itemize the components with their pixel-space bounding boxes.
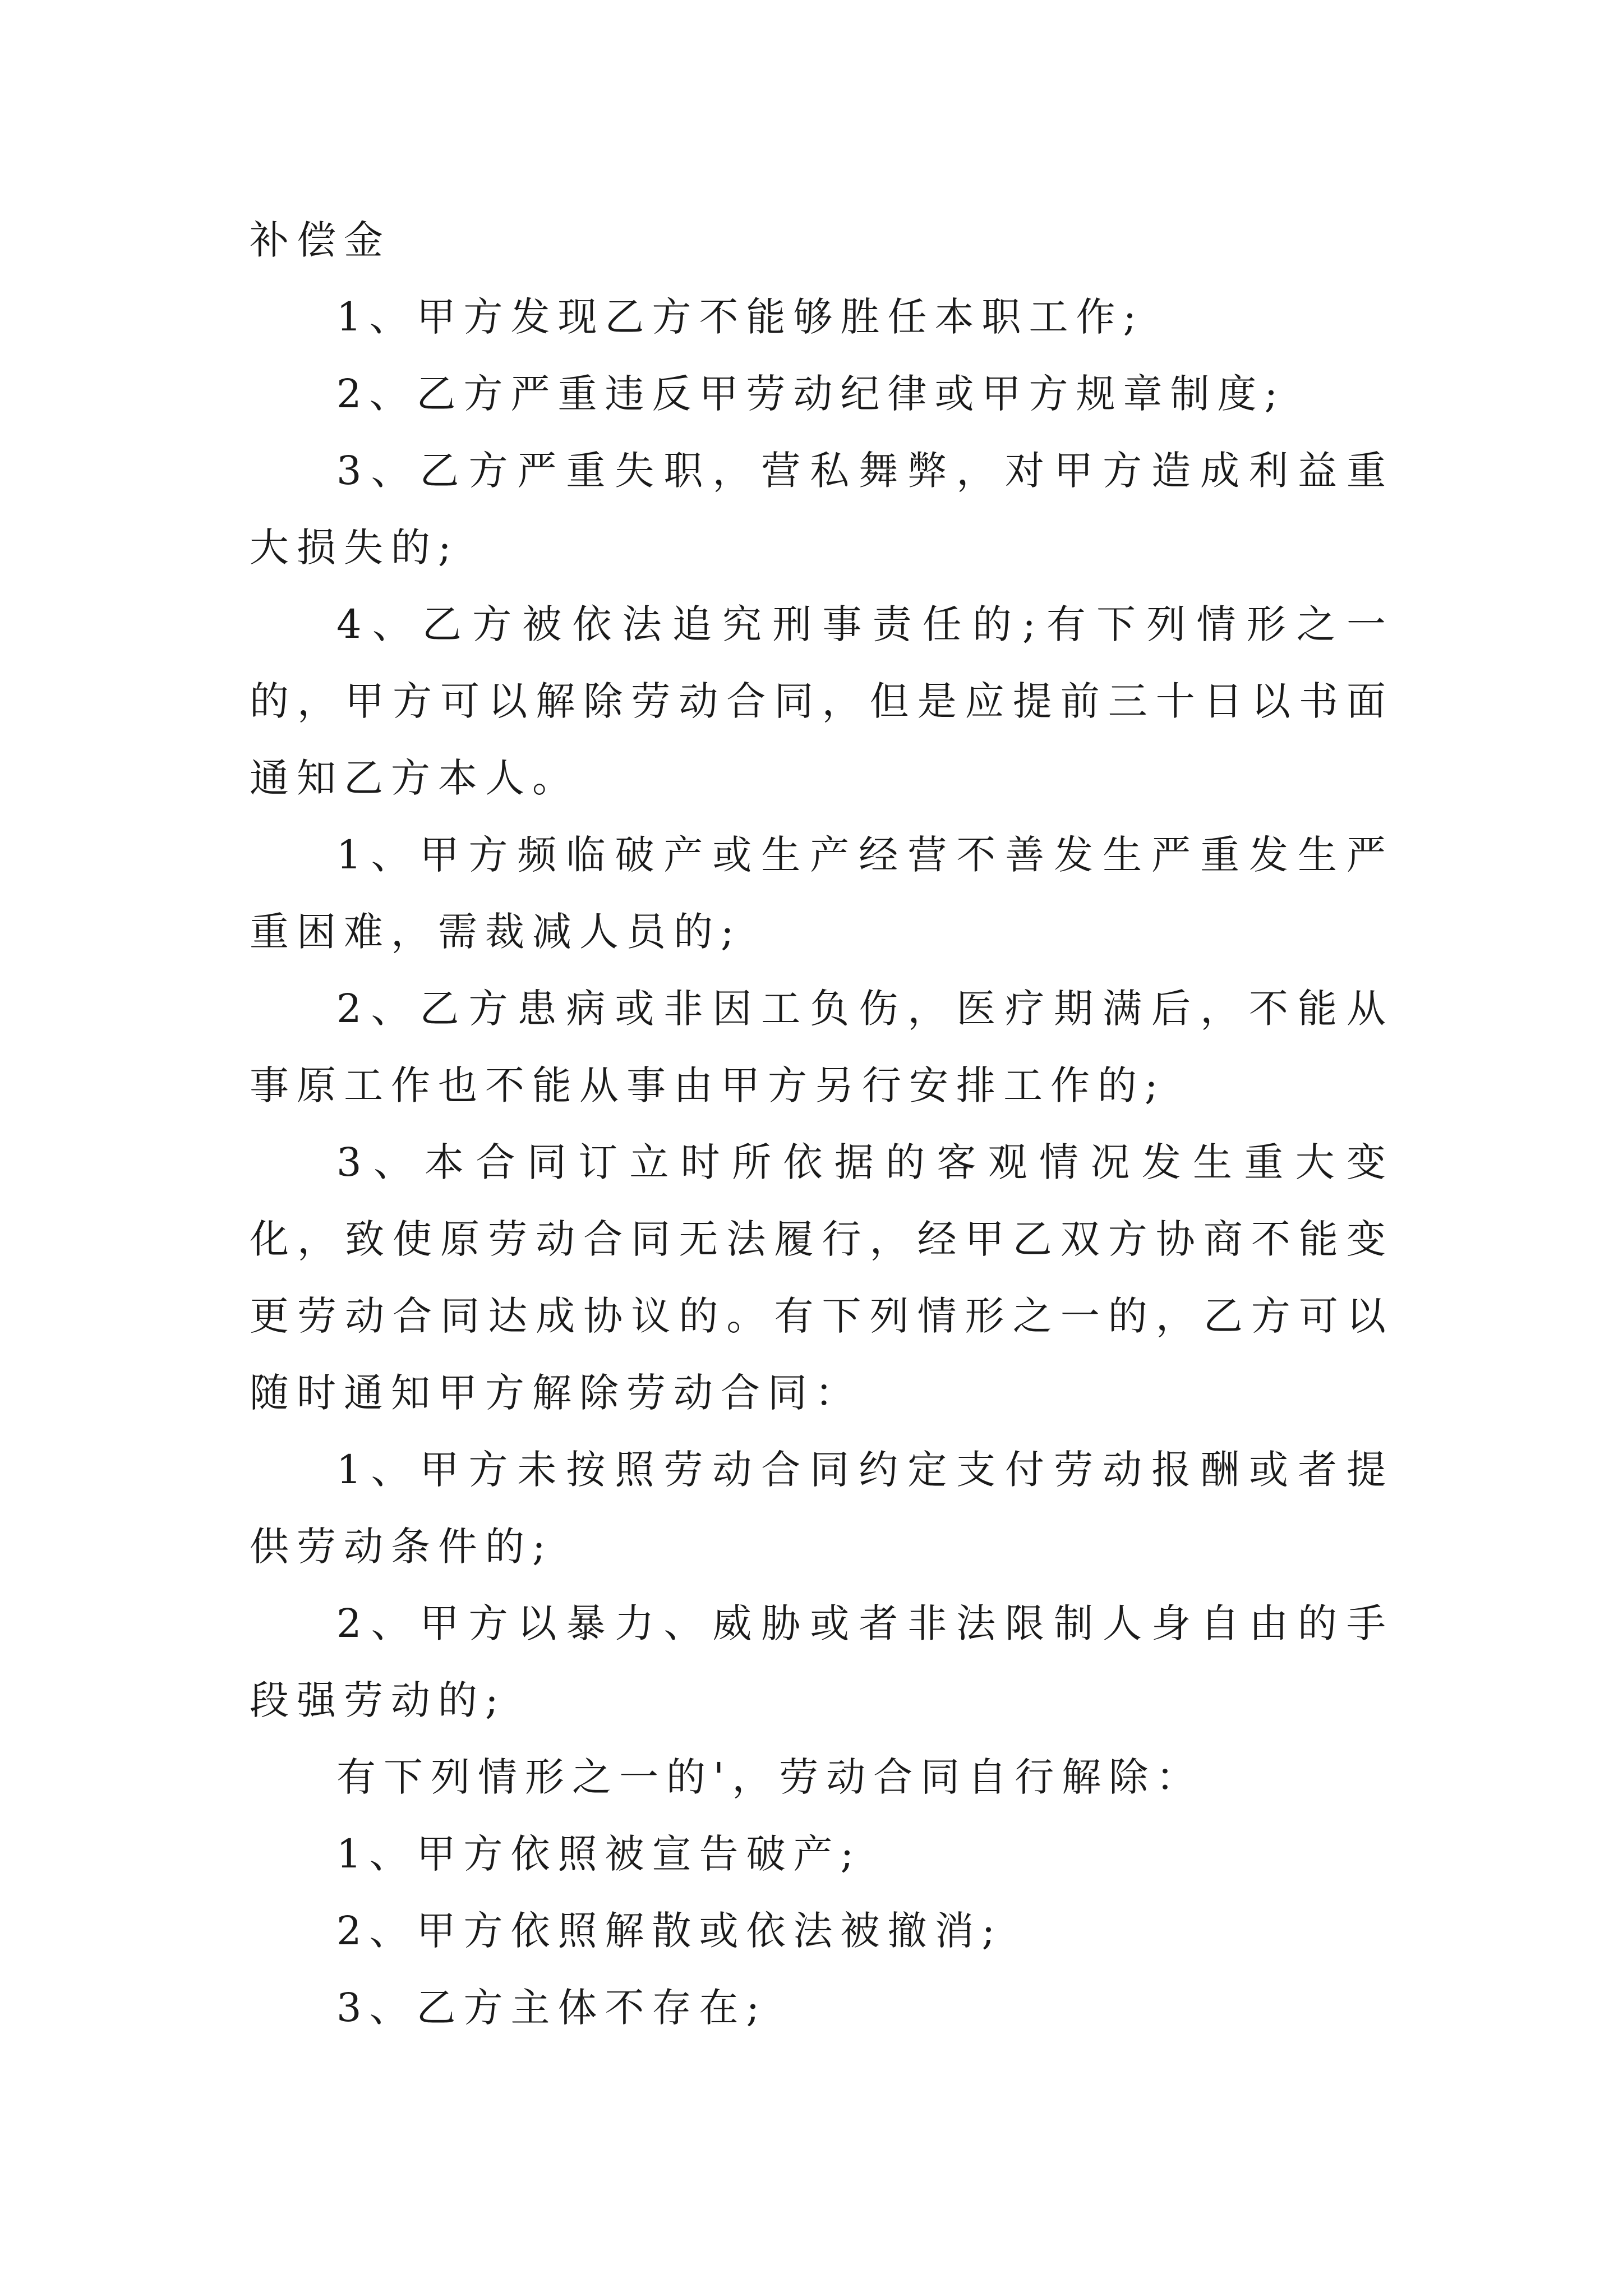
paragraph-continuation: 补偿金 <box>250 217 391 263</box>
paragraph: 4、乙方被依法追究刑事责任的;有下列情形之一的，甲方可以解除劳动合同，但是应提前三十日以书面通知乙方本人。 <box>250 601 1394 801</box>
paragraph: 2、乙方患病或非因工负伤，医疗期满后，不能从事原工作也不能从事由甲方另行安排工作的; <box>250 986 1394 1108</box>
paragraph: 1、甲方频临破产或生产经营不善发生严重发生严重困难，需裁减人员的; <box>250 832 1394 955</box>
paragraph: 有下列情形之一的'，劳动合同自行解除： <box>336 1754 1204 1800</box>
paragraph: 3、乙方主体不存在; <box>336 1985 768 2031</box>
paragraph: 1、甲方依照被宣告破产; <box>336 1831 862 1877</box>
paragraph: 2、乙方严重违反甲劳动纪律或甲方规章制度; <box>336 371 1286 417</box>
document-body <box>250 202 1394 2046</box>
paragraph: 3、本合同订立时所依据的客观情况发生重大变化，致使原劳动合同无法履行，经甲乙双方协商不能变更劳动合同达成协议的。有下列情形之一的，乙方可以随时通知甲方解除劳动合同： <box>250 1139 1394 1416</box>
paragraph: 2、甲方依照解散或依法被撤消; <box>336 1908 1003 1954</box>
paragraph: 1、甲方发现乙方不能够胜任本职工作; <box>336 294 1145 340</box>
paragraph: 2、甲方以暴力、威胁或者非法限制人身自由的手段强劳动的; <box>250 1600 1394 1723</box>
paragraph: 1、甲方未按照劳动合同约定支付劳动报酬或者提供劳动条件的; <box>250 1447 1394 1570</box>
paragraph: 3、乙方严重失职，营私舞弊，对甲方造成利益重大损失的; <box>250 448 1394 570</box>
